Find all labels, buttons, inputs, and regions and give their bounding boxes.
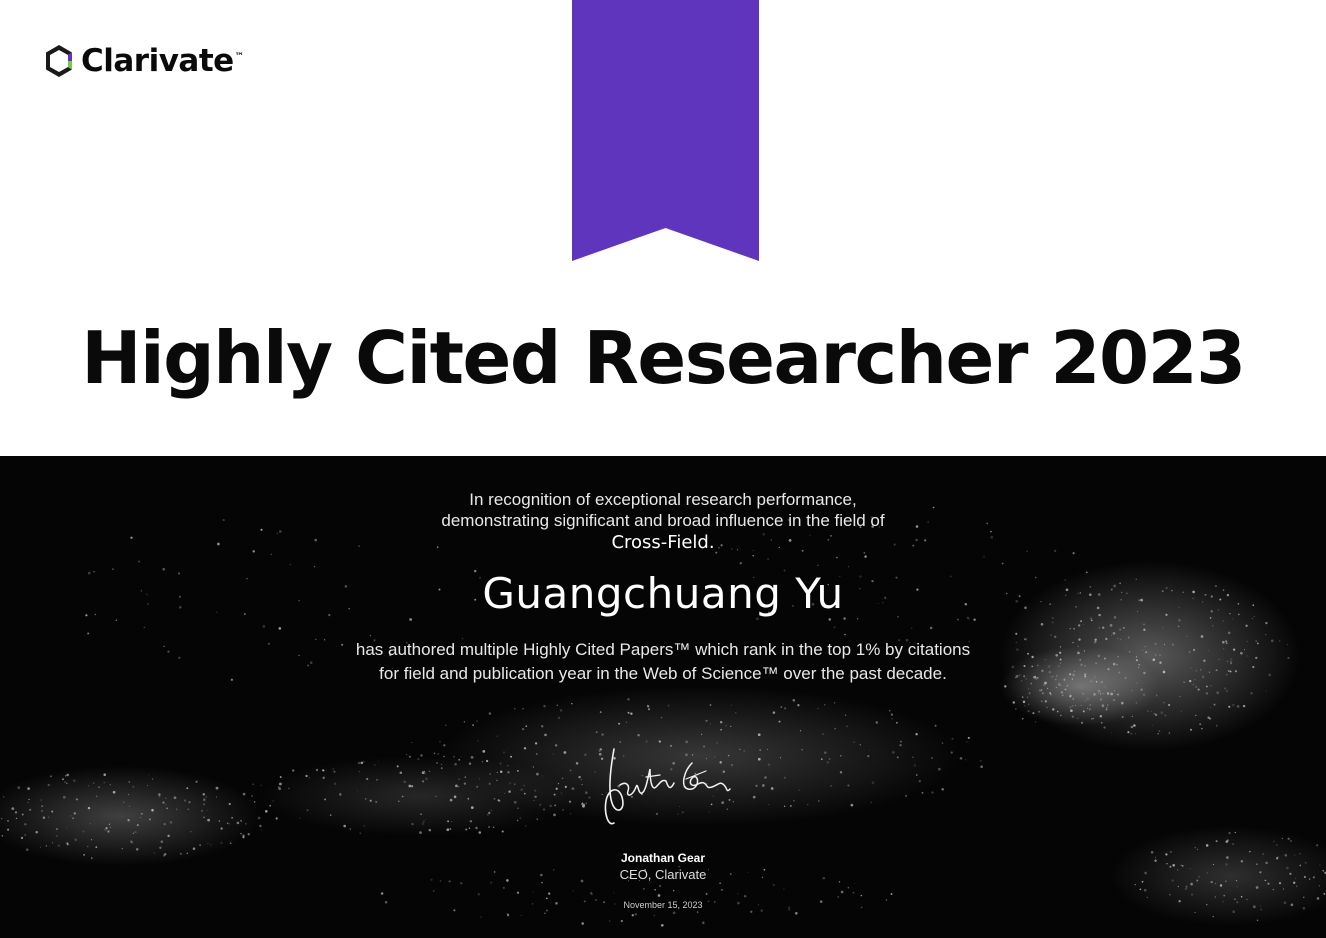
field-name: Cross-Field <box>611 532 709 553</box>
achievement-description <box>0 638 1326 686</box>
recognition-text <box>0 489 1326 531</box>
brand-trademark: ™ <box>234 52 244 62</box>
certificate-title: Highly Cited Researcher 2023 <box>81 316 1245 400</box>
recognition-line-2: demonstrating significant and broad influence in the field of <box>441 511 885 530</box>
description-line-2: for field and publication year in the Web of Science™ over the past decade. <box>379 664 947 683</box>
field-period: . <box>708 532 715 553</box>
handwritten-signature <box>596 741 736 831</box>
certificate-header <box>0 0 1326 456</box>
recognition-line-1: In recognition of exceptional research performance, <box>469 490 857 509</box>
clarivate-logo <box>44 44 243 78</box>
award-ribbon <box>572 0 759 261</box>
signatory-name: Jonathan Gear <box>620 851 706 865</box>
certificate-body <box>0 456 1326 938</box>
recipient-name: Guangchuang Yu <box>482 569 844 618</box>
research-field <box>0 532 1326 554</box>
clarivate-mark-icon <box>44 44 74 78</box>
certificate-date: November 15, 2023 <box>623 900 703 910</box>
signatory-role: CEO, Clarivate <box>619 867 707 882</box>
description-line-1: has authored multiple Highly Cited Papers™ which rank in the top 1% by citations <box>355 640 971 659</box>
brand-name: Clarivate <box>81 43 234 79</box>
